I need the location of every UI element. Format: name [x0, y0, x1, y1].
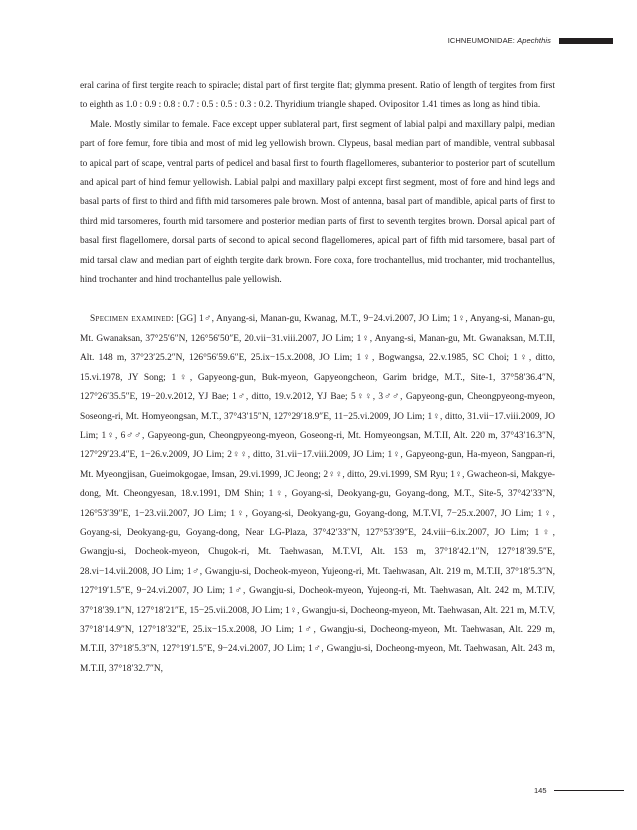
section-gap — [80, 290, 555, 310]
paragraph-male: Male. Mostly similar to female. Face except upper sublateral part, first segment of labial palpi and maxillary palpi, median part of fore femur, fore tibia and most of mid leg yellowish brown. Clypeus, basal median part of mandible, ventral subbasal to apical part of scape, ventral parts of pedicel and basal first to fourth flagellomeres, subanterior to posterior part of scutellum and apical part of hind femur yellowish. Labial palpi and maxillary palpi except first segment, most of fore and hind legs and basal parts of first to third and fifth mid tarsomeres pale brown. Most of antenna, basal part of mandible, apical parts of first to third mid tarsomeres, fourth mid tarsomere and posterior median parts of first to seventh tergites brown. Dorsal apical part of basal first flagellomere, dorsal parts of second to apical second flagellomeres, apical part of fifth mid tarsomere, basal part of mid tarsal claw and median part of eighth tergite dark brown. Fore coxa, fore trochantellus, mid trochanter, mid trochantellus, hind trochanter and hind trochantellus pale yellowish. — [80, 119, 555, 286]
page-number: 145 — [534, 786, 547, 795]
running-head-genus: Apechthis — [517, 36, 551, 45]
main-text — [80, 77, 555, 679]
page-footer — [534, 786, 624, 795]
running-head-bar — [559, 38, 613, 44]
paragraph-female-continued: eral carina of first tergite reach to spiracle; distal part of first tergite flat; glymma present. Ratio of length of tergites from first to eighth as 1.0 : 0.9 : 0.8 : 0.7 : 0.5 : 0.5 : 0.3 : 0.2. Thyridium triangle shaped. Ovipositor 1.41 times as long as hind tibia. — [80, 81, 555, 111]
paragraph-specimens — [80, 310, 555, 679]
running-head — [448, 36, 613, 45]
footer-rule — [554, 790, 624, 791]
specimen-heading: Specimen examined — [90, 314, 172, 325]
specimen-list: : [GG] 1♂, Anyang-si, Manan-gu, Kwanag, M.T., 9−24.vi.2007, JO Lim; 1♀, Anyang-si, Manan-gu, Mt. Gwanaksan, 37°25′6″N, 126°56′50″E, 20.vii−31.viii.2007, JO Lim; 1♀, Anyang-si, Manan-gu, Mt. Gwanaksan, M.T.II, Alt. 148 m, 37°23′25.2″N, 126°56′59.6″E, 25.ix−15.x.2008, JO Lim; 1♀, Bogwangsa, 22.v.1985, SC Choi; 1♀, ditto, 15.vi.1978, JY Song; 1♀, Gapyeong-gun, Buk-myeon, Gapyeongcheon, Garim bridge, M.T., Site-1, 37°58′36.4″N, 127°26′35.5″E, 19−20.v.2012, YJ Bae; 1♂, ditto, 19.v.2012, YJ Bae; 5♀♀, 3♂♂, Gapyeong-gun, Cheongpyeong-myeon, Soseong-ri, Mt. Homyeongsan, M.T., 37°43′15″N, 127°29′18.9″E, 11−25.vi.2009, JO Lim; 1♀, ditto, 31.vii−17.viii.2009, JO Lim; 1♀, 6♂♂, Gapyeong-gun, Cheongpyeong-myeon, Goseong-ri, Mt. Homyeongsan, M.T.II, Alt. 220 m, 37°43′16.3″N, 127°29′23.4″E, 1−26.v.2009, JO Lim; 2♀♀, ditto, 31.vii−17.viii.2009, JO Lim; 1♀, Gapyeong-gun, Ha-myeon, Sangpan-ri, Mt. Myeongjisan, Gueimokgogae, Imsan, 29.vi.1999, JC Jeong; 2♀♀, ditto, 29.vi.1999, SM Ryu; 1♀, Gwacheon-si, Makgye-dong, Mt. Cheongyesan, 18.v.1991, DM Shin; 1♀, Goyang-si, Deokyang-gu, Goyang-dong, M.T., Site-5, 37°42′33″N, 126°53′39″E, 1−23.vii.2007, JO Lim; 1♀, Goyang-si, Deokyang-gu, Goyang-dong, M.T.VI, 7−25.x.2007, JO Lim; 1♀, Goyang-si, Deokyang-gu, Goyang-dong, Near LG-Plaza, 37°42′33″N, 127°53′39″E, 24.viii−6.ix.2007, JO Lim; 1♀, Gwangju-si, Docheok-myeon, Chugok-ri, Mt. Taehwasan, M.T.VI, Alt. 153 m, 37°18′42.1″N, 127°18′39.5″E, 28.vi−14.vii.2008, JO Lim; 1♂, Gwangju-si, Docheok-myeon, Yujeong-ri, Mt. Taehwasan, Alt. 219 m, M.T.II, 37°18′5.3″N, 127°19′1.5″E, 9−24.vi.2007, JO Lim; 1♂, Gwangju-si, Docheok-myeon, Yujeong-ri, Mt. Taehwasan, Alt. 242 m, M.T.IV, 37°18′39.1″N, 127°18′21″E, 15−25.vii.2008, JO Lim; 1♀, Gwangju-si, Docheong-myeon, Mt. Taehwasan, Alt. 221 m, M.T.V, 37°18′14.9″N, 127°18′32″E, 25.ix−15.x.2008, JO Lim; 1♂, Gwangju-si, Docheong-myeon, Mt. Taehwasan, Alt. 229 m, M.T.II, 37°18′5.3″N, 127°19′1.5″E, 9−24.vi.2007, JO Lim; 1♂, Gwangju-si, Docheong-myeon, Mt. Taehwasan, Alt. 243 m, M.T.II, 37°18′32.7″N, — [80, 314, 556, 674]
running-head-family: ICHNEUMONIDAE: — [447, 36, 515, 45]
